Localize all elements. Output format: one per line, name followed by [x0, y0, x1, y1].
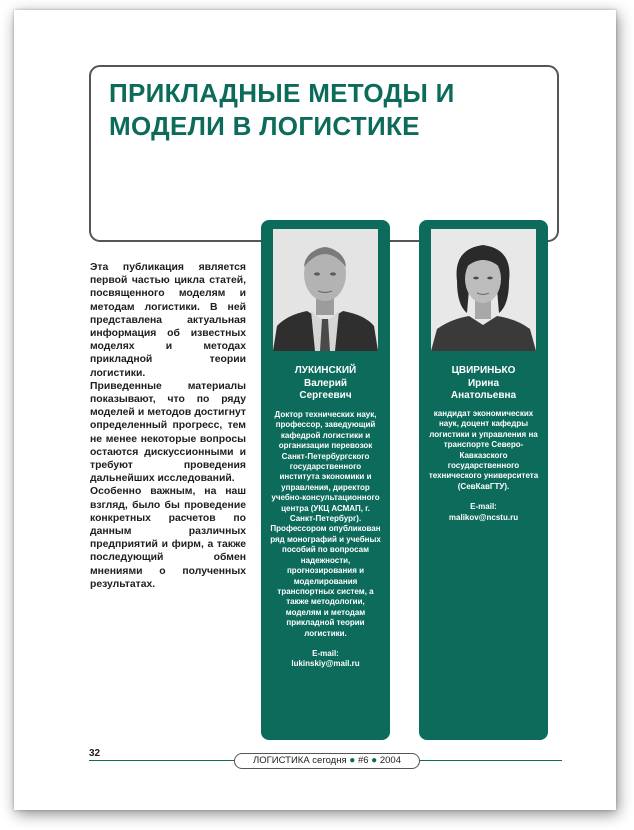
author-card-lukinskiy [261, 220, 390, 740]
magazine-page [14, 10, 616, 810]
author-first-name: Валерий [304, 377, 347, 389]
intro-paragraph-3: Особенно важным, на наш взгляд, было бы проведение конкретных расчетов по данным различных предприятий и фирм, а также последующий обмен мнениями о полученных результатах. [90, 486, 246, 590]
author-name-lukinskiy [261, 365, 390, 403]
page-number: 32 [89, 748, 101, 759]
author-email-block [269, 649, 382, 670]
email-label: E-mail: [312, 648, 339, 658]
author-bio-text: кандидат экономических наук, доцент кафедры логистики и управления на транспорте Северо-Кавказского государственного технического университета (СевКавГТУ). [428, 409, 539, 491]
author-name-tsvirinko [419, 365, 548, 403]
author-card-tsvirinko [419, 220, 548, 740]
author-bio-lukinskiy [269, 410, 382, 670]
email-label: E-mail: [470, 502, 497, 512]
intro-paragraph-1: Эта публикация является первой частью цикла статей, посвященного моделям и методам логистики. В ней представлена актуальная информация об известных моделях и методах прикладной теории логистики. [90, 262, 246, 379]
author-email-link[interactable]: malikov@ncstu.ru [448, 512, 519, 522]
author-bio-text: Доктор технических наук, профессор, заведующий кафедрой логистики и организации перевозок Санкт-Петербургского государственного института экономики и управления, директор учебно-консультационного центра (УКЦ АСМАП, г. Санкт-Петербург). Профессором опубликован ряд монографий и учебных пособий по вопросам надежности, прогнозирования и моделирования транспортных систем, а также методологии, моделям и методам прикладной теории логистики. [270, 410, 381, 638]
issue-number: #6 [357, 755, 369, 766]
author-email-link[interactable]: lukinskiy@mail.ru [291, 659, 360, 669]
author-patronymic: Анатольевна [450, 390, 517, 401]
bullet-separator: ● [349, 755, 356, 766]
article-intro [90, 261, 246, 591]
author-bio-tsvirinko [427, 409, 540, 523]
author-surname: ЦВИРИНЬКО [451, 365, 516, 376]
title-box [89, 65, 559, 242]
author-surname: ЛУКИНСКИЙ [294, 365, 357, 376]
intro-paragraph-2: Приведенные материалы показывают, что по ряду моделей и методов достигнут определенный прогресс, тем не менее некоторые вопросы остаются дискуссионными и требуют проведения дальнейших исследований. [90, 380, 246, 485]
issue-year: 2004 [379, 755, 401, 766]
bullet-separator: ● [371, 755, 378, 766]
footer-issue-bar [234, 753, 420, 769]
author-first-name: Ирина [467, 377, 500, 389]
author-email-block [427, 502, 540, 523]
author-photo-lukinskiy [273, 229, 378, 351]
author-photo-tsvirinko [431, 229, 536, 351]
magazine-name: ЛОГИСТИКА сегодня [253, 755, 347, 766]
author-patronymic: Сергеевич [299, 390, 352, 401]
article-title: ПРИКЛАДНЫЕ МЕТОДЫ И МОДЕЛИ В ЛОГИСТИКЕ [109, 78, 455, 141]
